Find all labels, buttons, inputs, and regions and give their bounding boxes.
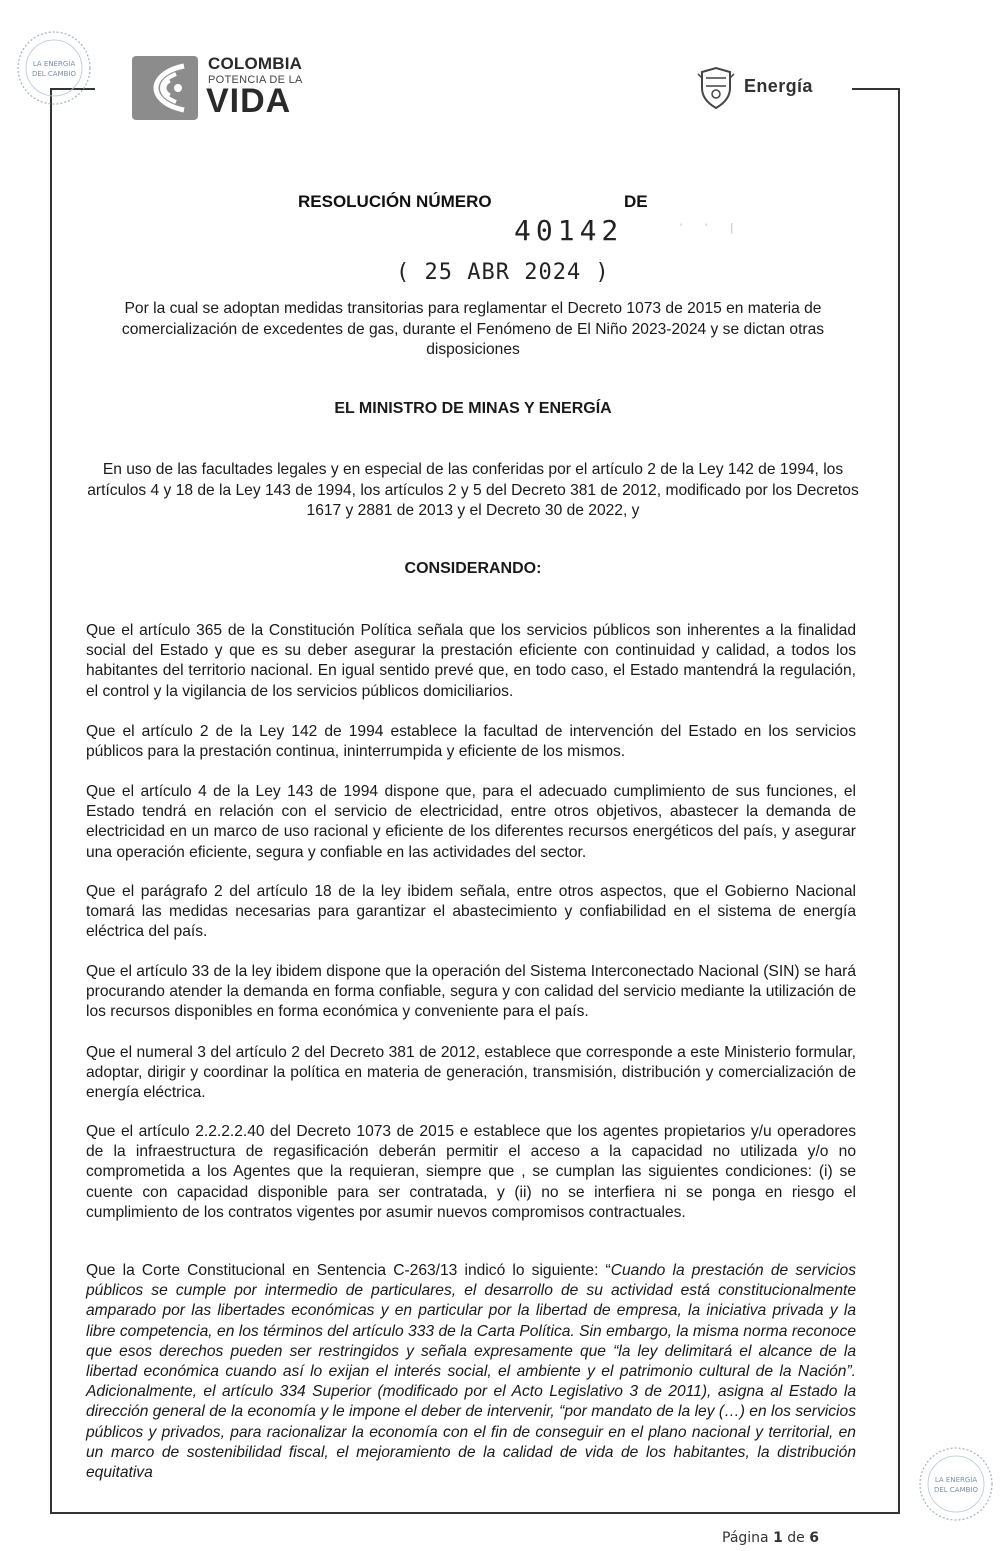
svg-text:DEL CAMBIO: DEL CAMBIO [933,1486,979,1494]
legal-powers: En uso de las facultades legales y en especial de las conferidas por el artículo 2 de la Ley 142 de 1994, los artículos 4 y 18 de la Ley 143 de 1994, los artículos 2 y 5 del Decreto 381 de 2012, modificado por los Decretos 1617 y 2881 de 2013 y el Decreto 30 de 2022, y [87,461,859,519]
ministry-energia-mark [696,66,836,110]
svg-text:DEL CAMBIO: DEL CAMBIO [31,70,77,78]
page-word: Página [722,1530,769,1546]
considerando-paragraph-jurisprudence [86,1261,856,1483]
resolution-subject: Por la cual se adoptan medidas transitorias para reglamentar el Decreto 1073 de 2015 en materia de comercialización de excedentes de gas, durante el Fenómeno de El Niño 2023-2024 y se dictan otras disposiciones [121,300,825,358]
resolution-label: RESOLUCIÓN NÚMERO [298,192,492,211]
page-current: 1 [773,1530,783,1546]
stamp-ticks: ' ' | [680,222,744,234]
energia-cambio-seal-top [14,28,94,108]
considerando-paragraph: Que el artículo 2 de la Ley 142 de 1994 establece la facultad de intervención del Estado en los servicios públicos para la prestación continua, ininterrumpida y eficiente de los mismos. [86,723,856,761]
frame-line-left [50,88,52,1513]
jurisprudence-quote: Cuando la prestación de servicios públicos se cumple por intermedio de particulares, el desarrollo de su actividad está constitucionalmente amparado por las libertades económicas y en particular por la libertad de empresa, la iniciativa privada y la libre competencia, en los términos del artículo 333 de la Carta Política. Sin embargo, la misma norma reconoce que esos derechos pueden ser restringidos y señala expresamente que “la ley delimitará el alcance de la libertad económica cuando así lo exijan el interés social, el ambiente y el patrimonio cultural de la Nación”. Adicionalmente, el artículo 334 Superior (modificado por el Acto Legislativo 3 de 2011), asigna al Estado la dirección general de la economía y le impone el deber de intervenir, “por mandato de la ley (…) en los servicios públicos y privados, para racionalizar la economía con el fin de conseguir en el plano nacional y territorial, en un marco de sostenibilidad fiscal, el mejoramiento de la calidad de vida de los habitantes, la distribución equitativa [86,1262,856,1482]
resolution-date: ( 25 ABR 2024 ) [396,260,610,285]
frame-line-right [898,88,900,1513]
logo-line-3: VIDA [206,82,292,120]
considerando-paragraph: Que el artículo 2.2.2.2.40 del Decreto 1073 de 2015 e establece que los agentes propietarios y/u operadores de la infraestructura de regasificación deberán permitir el acceso a la capacidad no utilizada y/o no comprometida a los Agentes que la requieran, siempre que , se cumplan las siguientes condiciones: (i) se cuente con capacidad disponible para ser contratada, y (ii) no se interfiera ni se ponga en riesgo el cumplimiento de los contratos vigentes por asumir nuevos compromisos contractuales. [86,1123,856,1221]
svg-text:LA ENERGÍA: LA ENERGÍA [934,1476,978,1484]
logo-mark-icon [132,56,198,120]
coat-of-arms-icon [696,66,736,110]
authority-heading: EL MINISTRO DE MINAS Y ENERGÍA [334,400,612,417]
resolution-de-label: DE [624,192,648,211]
considerando-paragraph: Que el artículo 365 de la Constitución Política señala que los servicios públicos son inherentes a la finalidad social del Estado y que es su deber asegurar la prestación eficiente con continuidad y calidad, a todos los habitantes del territorio nacional. En igual sentido prevé que, en todo caso, el Estado mantendrá la regulación, el control y la vigilancia de los servicios públicos domiciliarios. [86,622,856,700]
page-counter [722,1530,819,1546]
considerando-paragraph: Que el artículo 4 de la Ley 143 de 1994 dispone que, para el adecuado cumplimiento de sus funciones, el Estado tendrá en relación con el servicio de electricidad, entre otros objetivos, abastecer la demanda de electricidad en un marco de uso racional y eficiente de los diferentes recursos energéticos del país, y asegurar una operación eficiente, segura y confiable en las actividades del sector. [86,783,856,861]
considerando-paragraph: Que el parágrafo 2 del artículo 18 de la ley ibidem señala, entre otros aspectos, que el Gobierno Nacional tomará las medidas necesarias para garantizar el abastecimiento y confiabilidad en el sistema de energía eléctrica del país. [86,883,856,941]
energia-cambio-seal-bottom [916,1444,996,1524]
page-of: de [787,1530,805,1546]
page-total: 6 [809,1530,819,1546]
considerando-paragraph: Que el artículo 33 de la ley ibidem dispone que la operación del Sistema Interconectado Nacional (SIN) se hará procurando atender la demanda en forma confiable, segura y con calidad del servicio mediante la utilización de los recursos disponibles en forma económica y conveniente para el país. [86,963,856,1021]
ministry-label: Energía [744,76,813,96]
frame-line-top-right [852,88,900,90]
frame-line-bottom [50,1512,900,1514]
jurisprudence-lead: Que la Corte Constitucional en Sentencia C-263/13 indicó lo siguiente: “ [86,1262,611,1279]
svg-text:LA ENERGÍA: LA ENERGÍA [32,60,76,68]
logo-line-1: COLOMBIA [208,54,303,73]
considerando-heading: CONSIDERANDO: [404,560,542,577]
colombia-potencia-logo [132,52,332,122]
considerando-paragraph: Que el numeral 3 del artículo 2 del Decreto 381 de 2012, establece que corresponde a este Ministerio formular, adoptar, dirigir y coordinar la política en materia de generación, transmisión, distribución y comercialización de energía eléctrica. [86,1044,856,1102]
logo-line-2: POTENCIA DE LA [208,74,303,86]
resolution-number: 40142 [514,214,624,247]
